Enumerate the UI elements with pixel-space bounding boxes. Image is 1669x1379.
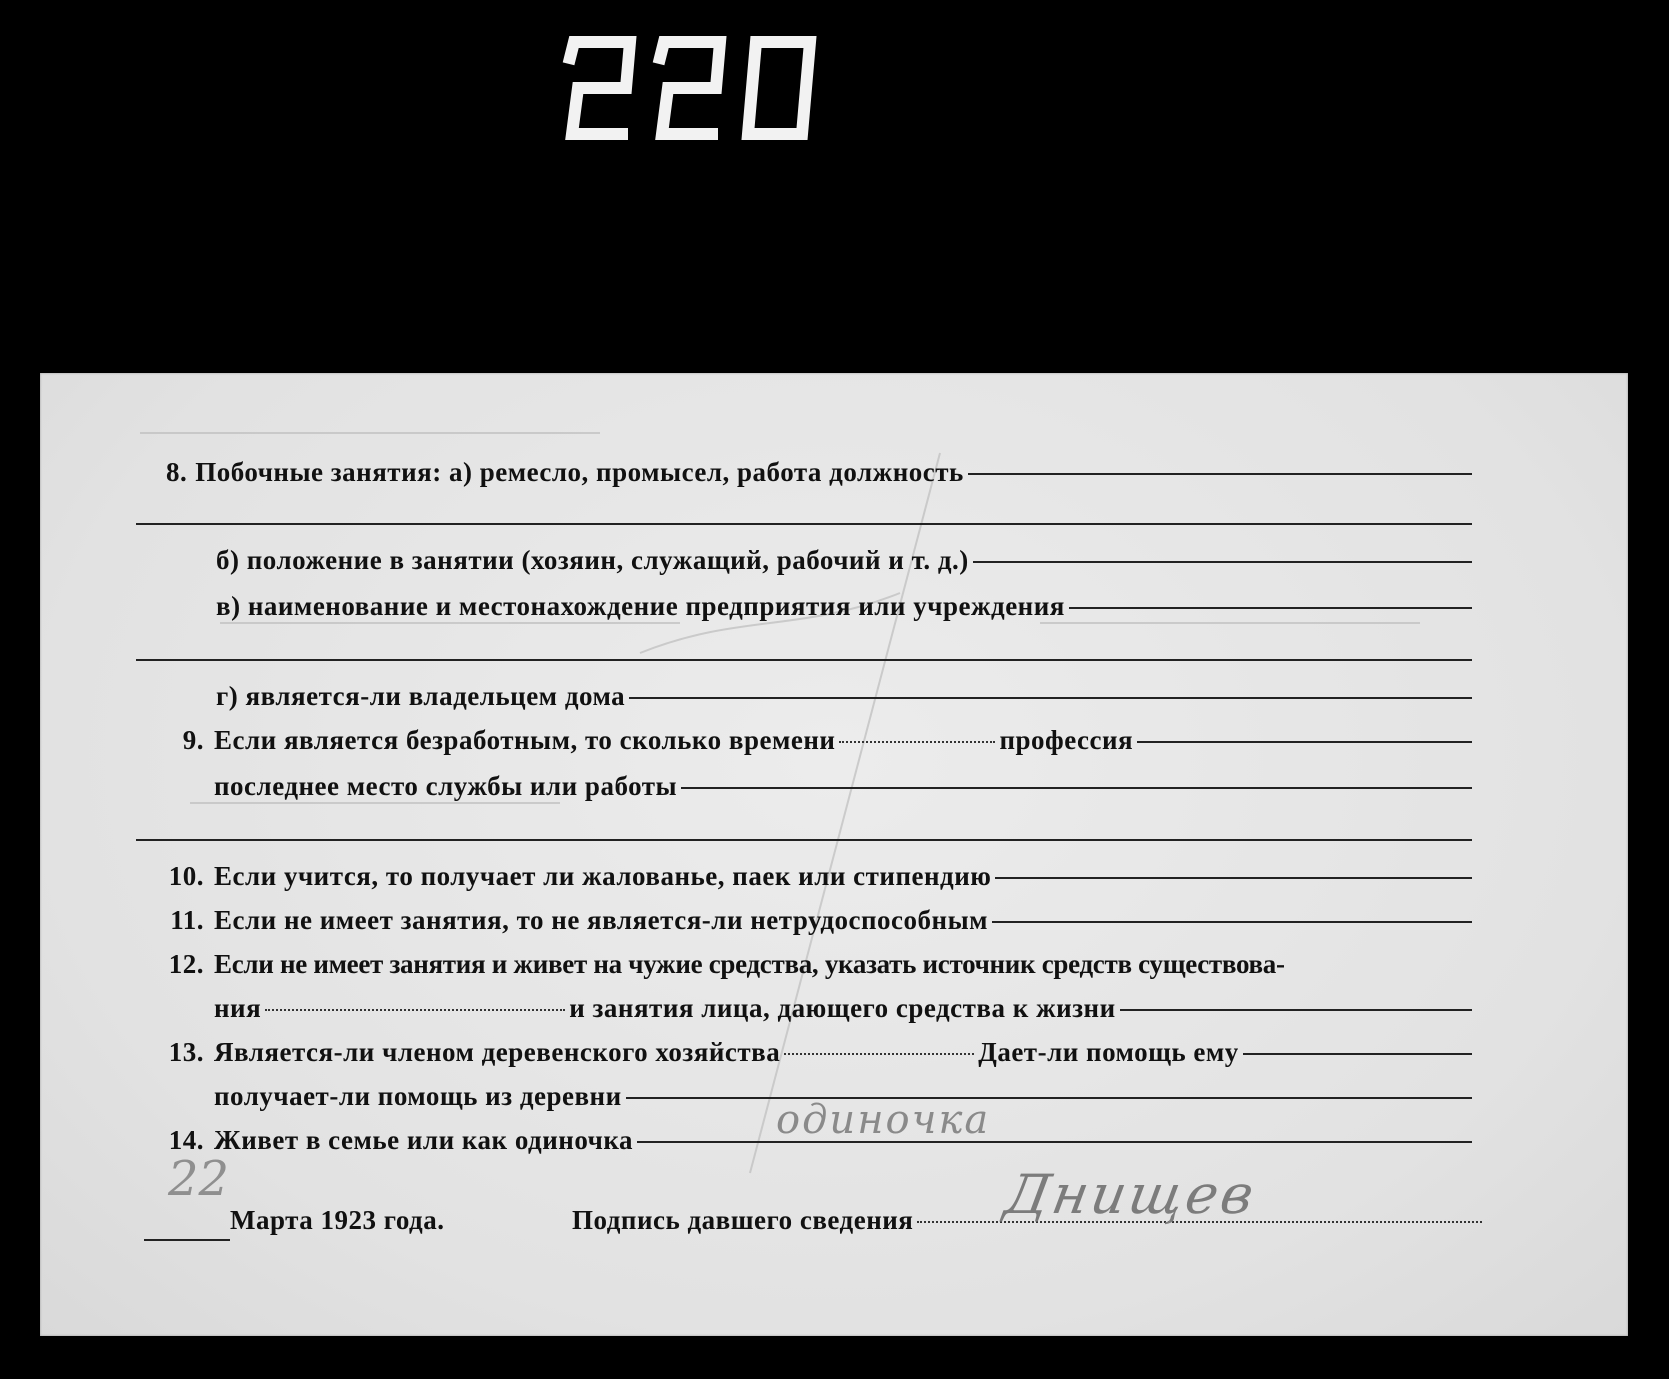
q8g-answer-line — [629, 697, 1472, 699]
q13-help-received-answer-line — [626, 1097, 1472, 1099]
handwritten-signature: Днищев — [1000, 1163, 1262, 1226]
day-answer-line — [144, 1239, 230, 1241]
q12-line-2 — [214, 993, 1472, 1024]
q9-last-job-answer-line — [681, 787, 1472, 789]
q8a-line — [166, 457, 1472, 488]
q9-label-duration: Если является безработным, то сколько времени — [214, 725, 836, 755]
q14-label: Живет в семье или как одиночка — [214, 1125, 633, 1155]
questionnaire-card — [40, 373, 1628, 1336]
q12-source-answer-line — [265, 1009, 565, 1011]
q12-label-occupation: и занятия лица, дающего средства к жизни — [569, 993, 1116, 1023]
q12-label: Если не имеет занятия и живет на чужие средства, указать источник средств существова- — [214, 949, 1285, 979]
q11-line — [156, 905, 1472, 936]
q9-line-2 — [214, 771, 1472, 802]
q11-number: 11. — [170, 905, 204, 935]
q13-label-help-given: Дает-ли помощь ему — [978, 1037, 1239, 1067]
q12-number: 12. — [168, 949, 204, 979]
q13-help-given-answer-line — [1243, 1053, 1472, 1055]
q8g-line — [216, 681, 1472, 712]
q13-member-answer-line — [784, 1053, 974, 1055]
q12-occupation-answer-line — [1120, 1009, 1472, 1011]
q14-answer-line — [637, 1141, 1472, 1143]
q12-label-cont: ния — [214, 993, 262, 1023]
q10-answer-line — [995, 877, 1472, 879]
q13-label-help-received: получает-ли помощь из деревни — [214, 1081, 622, 1111]
q8v-answer-line-2 — [136, 659, 1472, 661]
q8a-label: Побочные занятия: а) ремесло, промысел, работа должность — [195, 457, 964, 487]
q14-handwritten-answer: одиночка — [776, 1097, 991, 1143]
q8b-line — [216, 545, 1472, 576]
q13-number: 13. — [168, 1037, 204, 1067]
q9-line — [156, 725, 1472, 756]
signature-label: Подпись давшего сведения — [572, 1205, 914, 1235]
q9-duration-answer-line — [839, 741, 995, 743]
q9-label-profession: профессия — [999, 725, 1134, 755]
q8v-line — [216, 591, 1472, 622]
q13-line — [156, 1037, 1472, 1068]
q9-label-last-job: последнее место службы или работы — [214, 771, 678, 801]
q8a-answer-line — [968, 473, 1472, 475]
q10-number: 10. — [168, 861, 204, 891]
handwritten-day: 22 — [168, 1151, 230, 1207]
q8-number: 8. — [166, 457, 188, 487]
footer-date — [230, 1205, 444, 1236]
date-label: Марта 1923 года. — [230, 1205, 445, 1235]
q14-number: 14. — [168, 1125, 204, 1155]
paper-texture — [40, 373, 1628, 1336]
q11-label: Если не имеет занятия, то не является-ли нетрудоспособным — [214, 905, 989, 935]
q12-line — [156, 949, 1472, 980]
q13-label-member: Является-ли членом деревенского хозяйства — [214, 1037, 781, 1067]
q8v-answer-line — [1069, 607, 1472, 609]
frame-number — [560, 30, 820, 150]
q9-profession-answer-line — [1137, 741, 1472, 743]
q8v-label: в) наименование и местонахождение предприятия или учреждения — [216, 591, 1065, 621]
q9-number: 9. — [182, 725, 204, 755]
q10-label: Если учится, то получает ли жалованье, паек или стипендию — [214, 861, 992, 891]
q8a-answer-line-2 — [136, 523, 1472, 525]
q11-answer-line — [992, 921, 1472, 923]
q8g-label: г) является-ли владельцем дома — [216, 681, 626, 711]
frame-number-graphic — [560, 30, 820, 150]
q9-answer-line-2 — [136, 839, 1472, 841]
q10-line — [156, 861, 1472, 892]
q8b-label: б) положение в занятии (хозяин, служащий, рабочий и т. д.) — [216, 545, 969, 575]
q8b-answer-line — [973, 561, 1472, 563]
